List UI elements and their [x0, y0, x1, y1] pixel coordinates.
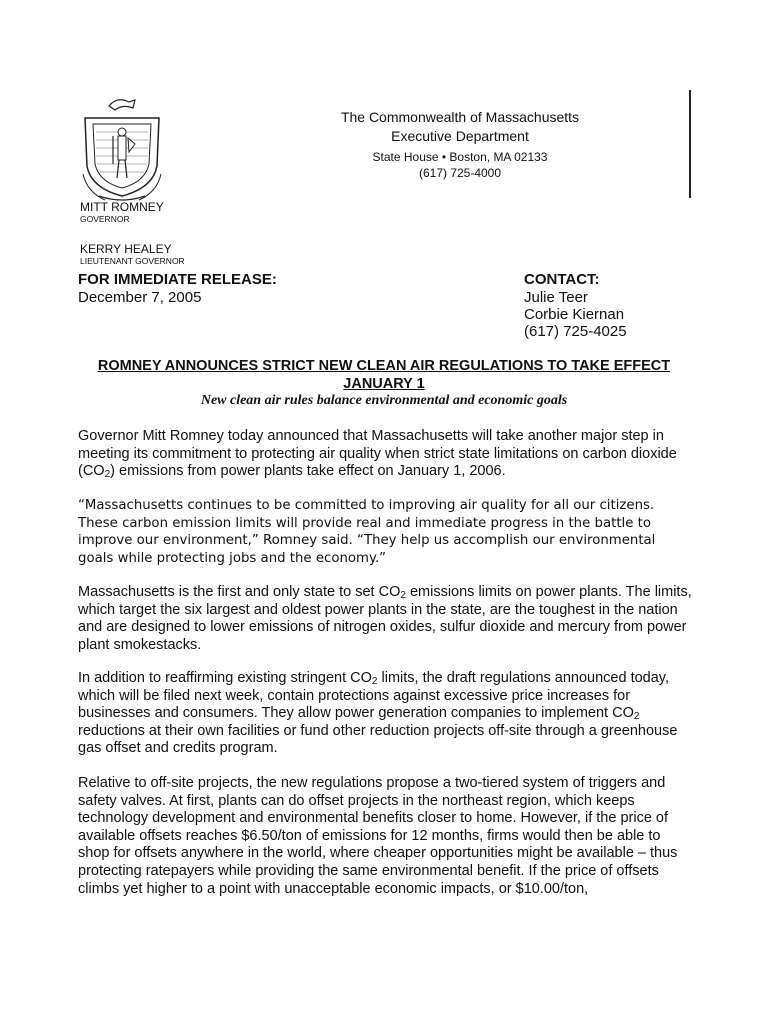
p1-text-b: ) emissions from power plants take effect on January 1, 2006. — [110, 463, 506, 480]
p1-text-a: Governor Mitt Romney today announced that Massachusetts will take another major step in meeting its commitment to protecting air quality when strict state limitations on carbon dioxide (CO — [78, 428, 677, 480]
p1-subscript: 2 — [104, 469, 111, 481]
p3-subscript: 2 — [400, 590, 406, 601]
governor-block — [80, 201, 164, 225]
paragraph-2-quote — [78, 497, 693, 567]
p2-text: “Massachusetts continues to be committed to improving air quality for all our citizens. These carbon emission limits will provide real and immediate progress in the battle to improve our environment,” Romney said. “They help us accomplish our environmental goals while protecting jobs and the economy.” — [78, 498, 656, 566]
p4-subscript-2: 2 — [633, 711, 640, 723]
contact-phone: (617) 725-4025 — [524, 323, 627, 340]
p3-text-a: Massachusetts is the first and only state to set CO — [78, 584, 401, 600]
dept-line: Executive Department — [391, 128, 529, 144]
header-divider-line — [689, 90, 691, 198]
commonwealth-seal — [79, 92, 165, 204]
p4-text-c: reductions at their own facilities or fund other reduction projects off-site through a greenhouse gas offset and credits program. — [78, 722, 678, 757]
lt-governor-name: KERRY HEALEY — [80, 242, 172, 256]
contact-label: CONTACT: — [524, 271, 600, 288]
paragraph-4 — [78, 670, 693, 758]
contact-name-2: Corbie Kiernan — [524, 306, 625, 323]
address-line: State House • Boston, MA 02133 — [372, 150, 548, 164]
lt-governor-block — [80, 243, 185, 267]
contact-block — [524, 270, 627, 340]
governor-title: GOVERNOR — [80, 214, 130, 224]
paragraph-3 — [78, 584, 693, 654]
paragraph-5 — [78, 775, 693, 898]
letterhead — [300, 108, 620, 181]
release-label: FOR IMMEDIATE RELEASE: — [78, 271, 277, 288]
p5-text: Relative to off-site projects, the new regulations propose a two-tiered system of triggers and safety valves. At first, plants can do offset projects in the northeast region, which keeps technology development and environmental benefits closer to home. However, if the price of available offsets reaches $6.50/ton of emissions for 12 months, firms would then be able to shop for offsets anywhere in the world, where cheaper opportunities might be available – thus protecting ratepayers while providing the same environmental benefit. If the price of offsets climbs yet higher to a point with unacceptable economic impacts, or $10.00/ton, — [78, 775, 678, 897]
org-line: The Commonwealth of Massachusetts — [340, 109, 580, 125]
p3-text-b: emissions limits on power plants. The limits, which target the six largest and oldest power plants in the state, are the toughest in the nation and are designed to lower emissions of nitrogen oxides, sulfur dioxide and mercury from power plant smokestacks. — [78, 584, 692, 653]
release-date: December 7, 2005 — [78, 289, 202, 306]
governor-name: MITT ROMNEY — [80, 200, 164, 214]
subheadline: New clean air rules balance environmental and economic goals — [200, 393, 568, 408]
p4-text-b: limits, the draft regulations announced today, which will be filed next week, contain protections against excessive price increases for businesses and consumers. They allow power generation companies to implement CO — [78, 670, 669, 722]
lt-governor-title: LIEUTENANT GOVERNOR — [80, 256, 185, 266]
p4-text-a: In addition to reaffirming existing stringent CO — [78, 670, 372, 686]
headline: ROMNEY ANNOUNCES STRICT NEW CLEAN AIR REGULATIONS TO TAKE EFFECT JANUARY 1 — [97, 358, 671, 392]
contact-name-1: Julie Teer — [524, 289, 588, 306]
release-block — [78, 270, 277, 306]
paragraph-1 — [78, 428, 693, 481]
phone-line: (617) 725-4000 — [418, 166, 502, 180]
p4-subscript-1: 2 — [371, 676, 378, 687]
